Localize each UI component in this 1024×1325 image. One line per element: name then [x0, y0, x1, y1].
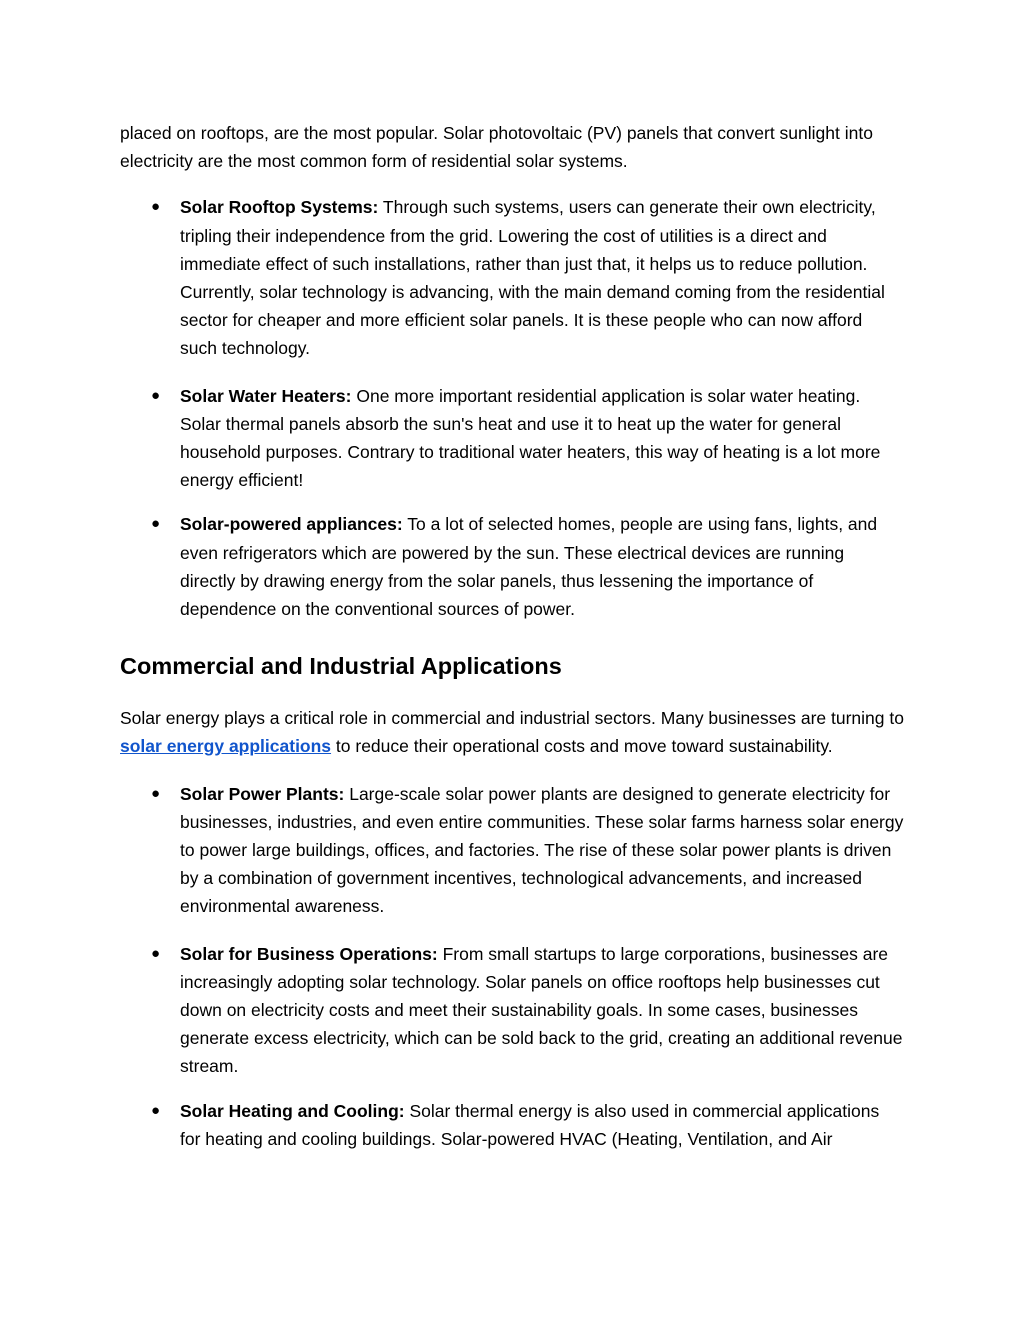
list-item-solar-water-heaters: [120, 382, 904, 495]
item-text: From small startups to large corporations, businesses are increasingly adopting solar technology. Solar panels on office rooftops help businesses cut down on electricity costs and meet their sustainability goals. In some cases, businesses generate excess electricity, which can be sold back to the grid, creating an additional revenue stream.: [180, 943, 903, 1077]
bullet-icon: ●: [151, 386, 161, 404]
section-heading-commercial: Commercial and Industrial Applications: [120, 653, 562, 680]
list-item-solar-power-plants: [120, 780, 904, 921]
list-item-solar-heating-cooling: [120, 1097, 904, 1153]
list-item-solar-rooftop: [120, 193, 904, 362]
item-text: Through such systems, users can generate their own electricity, tripling their independence from the grid. Lowering the cost of utilities is a direct and immediate effect of such installations, rather than just that, it helps us to reduce pollution. Currently, solar technology is advancing, with the main demand coming from the residential sector for cheaper and more efficient solar panels. It is these people who can now afford such technology.: [180, 197, 885, 359]
item-title: Solar for Business Operations:: [180, 943, 438, 964]
bullet-icon: ●: [151, 515, 161, 533]
solar-energy-applications-link[interactable]: solar energy applications: [120, 736, 332, 757]
item-text: Large-scale solar power plants are designed to generate electricity for businesses, industries, and even entire communities. These solar farms harness solar energy to power large buildings, offices, and factories. The rise of these solar power plants is driven by a combination of government incentives, technological advancements, and increased environmental awareness.: [180, 783, 904, 917]
item-title: Solar Water Heaters:: [180, 385, 352, 406]
commercial-intro-paragraph: [120, 704, 904, 760]
intro-paragraph: placed on rooftops, are the most popular. Solar photovoltaic (PV) panels that convert sunlight into electricity are the most common form of residential solar systems.: [120, 123, 873, 172]
intro-text-before: Solar energy plays a critical role in commercial and industrial sectors. Many businesses are turning to: [120, 708, 904, 729]
commercial-list: [120, 780, 904, 1153]
item-text: To a lot of selected homes, people are using fans, lights, and even refrigerators which are powered by the sun. These electrical devices are running directly by drawing energy from the solar panels, thus lessening the importance of dependence on the conventional sources of power.: [180, 514, 878, 620]
bullet-icon: ●: [151, 944, 161, 962]
item-text: One more important residential application is solar water heating. Solar thermal panels absorb the sun's heat and use it to heat up the water for general household purposes. Contrary to traditional water heaters, this way of heating is a lot more energy efficient!: [180, 385, 881, 491]
residential-list: [120, 193, 904, 623]
bullet-icon: ●: [151, 784, 161, 802]
bullet-icon: ●: [151, 198, 161, 216]
item-title: Solar Rooftop Systems:: [180, 197, 379, 218]
item-title: Solar Heating and Cooling:: [180, 1100, 405, 1121]
list-item-solar-appliances: [120, 510, 904, 623]
item-title: Solar-powered appliances:: [180, 514, 403, 535]
intro-text-after: to reduce their operational costs and move toward sustainability.: [331, 736, 833, 757]
item-title: Solar Power Plants:: [180, 783, 345, 804]
item-text: Solar thermal energy is also used in commercial applications for heating and cooling buildings. Solar-powered HVAC (Heating, Ventilation, and Air: [180, 1100, 880, 1149]
list-item-solar-business-operations: [120, 940, 904, 1081]
bullet-icon: ●: [151, 1101, 161, 1119]
document-page: [120, 119, 904, 1153]
